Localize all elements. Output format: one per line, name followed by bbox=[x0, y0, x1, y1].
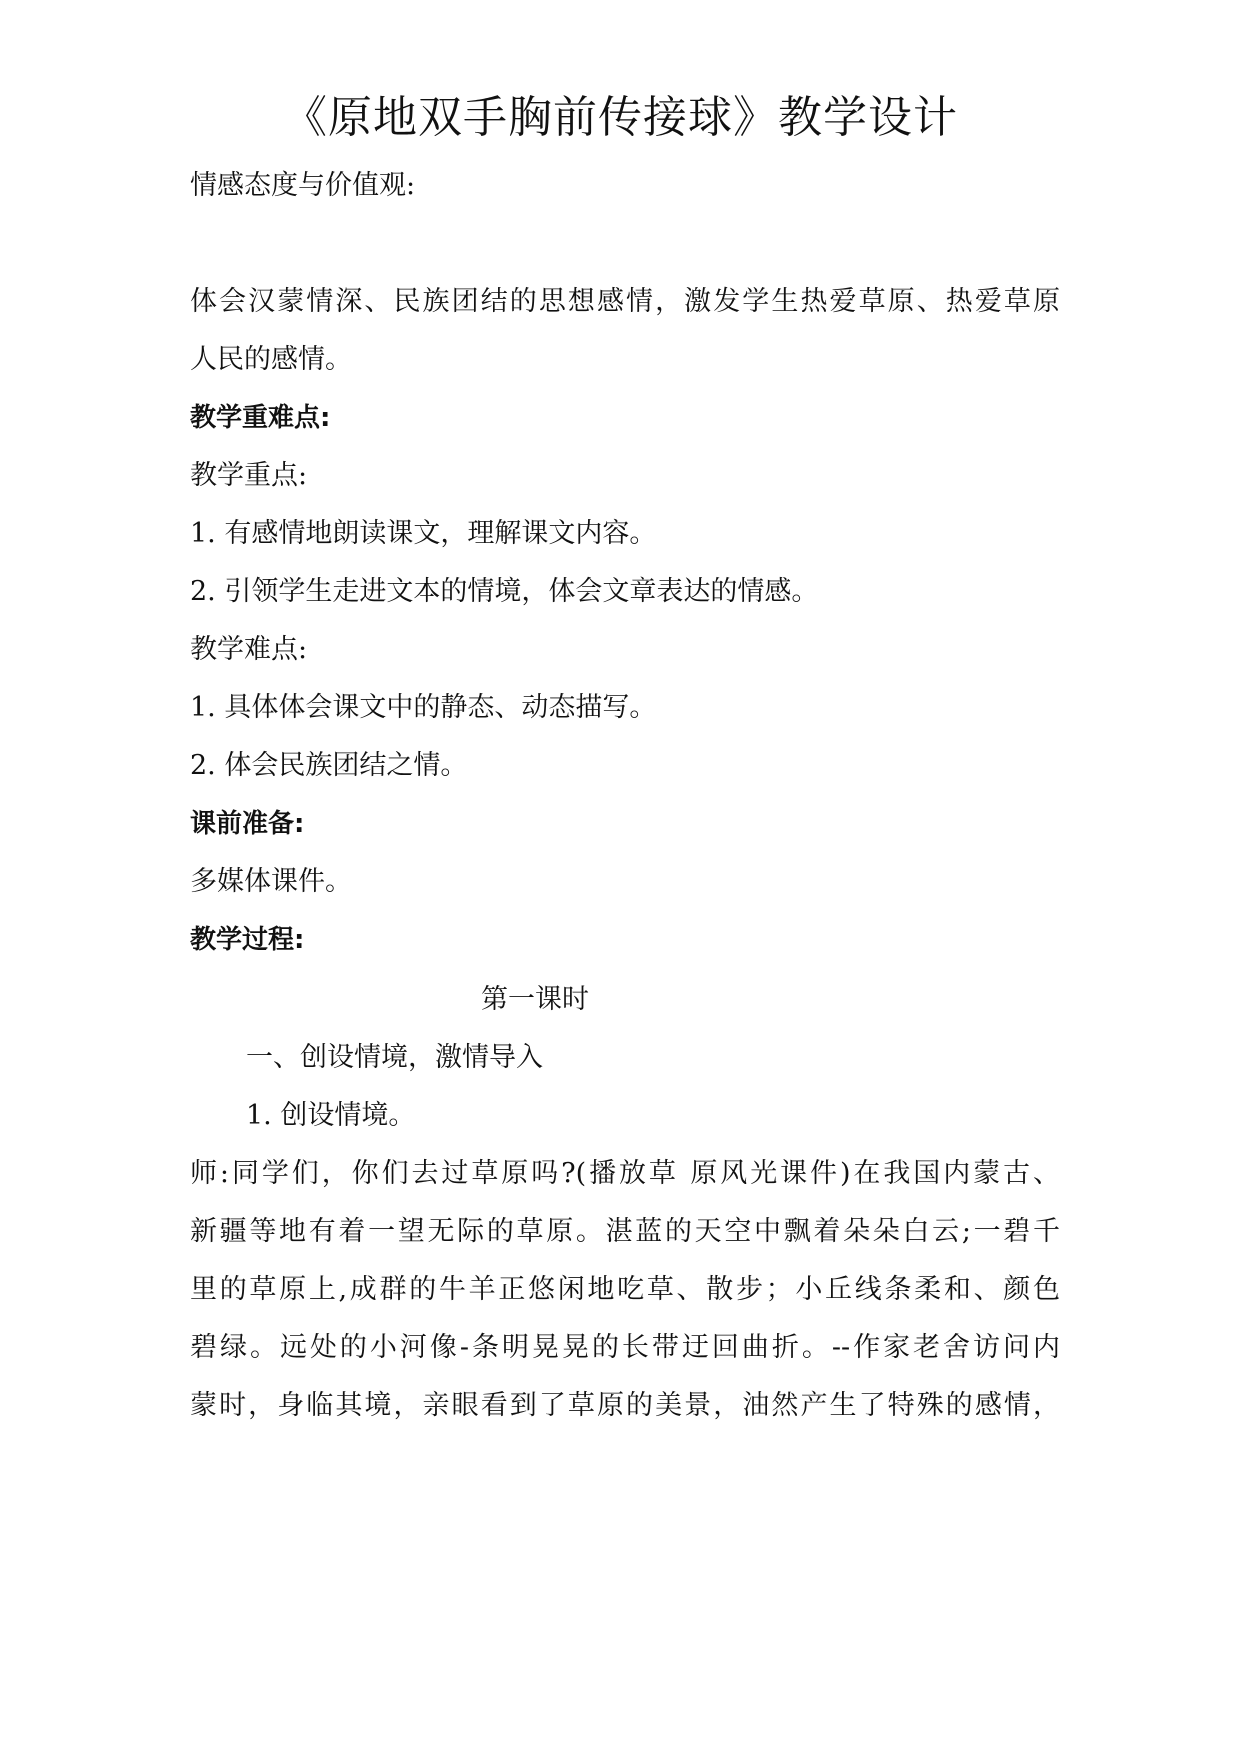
paragraph-line: 蒙时，身临其境，亲眼看到了草原的美景，油然产生了特殊的感情， bbox=[190, 1390, 1060, 1421]
document-title: 《原地双手胸前传接球》教学设计 bbox=[283, 92, 958, 143]
paragraph-line: 里的草原上,成群的牛羊正悠闲地吃草、散步；小丘线条柔和、颜色 bbox=[190, 1274, 1060, 1305]
list-item: 1. 有感情地朗读课文，理解课文内容。 bbox=[190, 518, 657, 549]
paragraph-line: 碧绿。远处的小河像-条明晃晃的长带迂回曲折。--作家老舍访问内 bbox=[190, 1332, 1060, 1363]
paragraph-line: 师:同学们，你们去过草原吗?(播放草 原风光课件)在我国内蒙古、 bbox=[190, 1158, 1060, 1189]
lesson-period-heading: 第一课时 bbox=[481, 984, 589, 1015]
list-item: 2. 引领学生走进文本的情境，体会文章表达的情感。 bbox=[190, 576, 819, 607]
section-heading-preparation: 课前准备: bbox=[190, 809, 305, 839]
list-item: 1. 具体体会课文中的静态、动态描写。 bbox=[190, 692, 657, 723]
step-heading: 一、创设情境，激情导入 bbox=[246, 1042, 543, 1073]
step-subheading: 1. 创设情境。 bbox=[246, 1100, 416, 1131]
list-item: 2. 体会民族团结之情。 bbox=[190, 750, 468, 781]
paragraph-line: 多媒体课件。 bbox=[190, 866, 352, 897]
paragraph-line: 人民的感情。 bbox=[190, 344, 352, 375]
subheading-key-points: 教学重点: bbox=[190, 460, 308, 491]
section-heading-key-points: 教学重难点: bbox=[190, 403, 331, 433]
paragraph-line: 体会汉蒙情深、民族团结的思想感情，激发学生热爱草原、热爱草原 bbox=[190, 286, 1060, 317]
section-heading-process: 教学过程: bbox=[190, 925, 305, 955]
paragraph-line: 新疆等地有着一望无际的草原。湛蓝的天空中飘着朵朵白云;一碧千 bbox=[190, 1216, 1060, 1247]
subheading-difficulties: 教学难点: bbox=[190, 634, 308, 665]
section-label-values: 情感态度与价值观: bbox=[190, 170, 416, 201]
